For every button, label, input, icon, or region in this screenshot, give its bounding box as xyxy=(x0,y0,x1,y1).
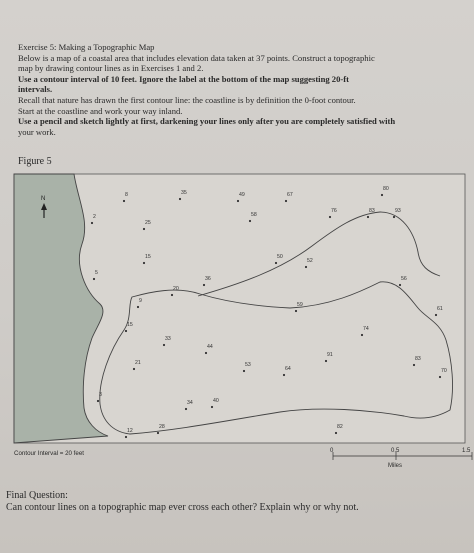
elevation-label: 91 xyxy=(327,352,333,358)
final-question xyxy=(6,490,359,514)
elevation-dot xyxy=(413,364,415,366)
elevation-label: 9 xyxy=(139,298,142,304)
elevation-dot xyxy=(179,198,181,200)
elevation-dot xyxy=(329,216,331,218)
elevation-dot xyxy=(157,432,159,434)
elevation-label: 80 xyxy=(383,186,389,192)
instruction-line: Below is a map of a coastal area that includes elevation data taken at 37 points. Construct a topographic xyxy=(18,52,375,63)
elevation-dot xyxy=(143,228,145,230)
elevation-label: 12 xyxy=(127,428,133,434)
elevation-label: 33 xyxy=(165,336,171,342)
scale-tick-half: 0.5 xyxy=(391,448,400,454)
elevation-dot xyxy=(123,200,125,202)
contour-interval-label: Contour Interval = 20 feet xyxy=(14,450,84,457)
elevation-label: 5 xyxy=(95,270,98,276)
elevation-label: 58 xyxy=(251,212,257,218)
elevation-label: 56 xyxy=(401,276,407,282)
elevation-dot xyxy=(205,352,207,354)
elevation-label: 2 xyxy=(93,214,96,220)
figure-label: Figure 5 xyxy=(18,156,52,167)
elevation-label: 59 xyxy=(297,302,303,308)
elevation-dot xyxy=(249,220,251,222)
elevation-label: 20 xyxy=(173,286,179,292)
elevation-label: 28 xyxy=(159,424,165,430)
final-question-text: Can contour lines on a topographic map ever cross each other? Explain why or why not. xyxy=(6,502,359,513)
scale-unit: Miles xyxy=(388,463,403,469)
elevation-dot xyxy=(381,194,383,196)
elevation-dot xyxy=(163,344,165,346)
elevation-dot xyxy=(399,284,401,286)
elevation-label: 15 xyxy=(127,322,133,328)
elevation-label: 35 xyxy=(181,190,187,196)
scale-bar xyxy=(333,452,472,460)
elevation-label: 93 xyxy=(395,208,401,214)
elevation-dot xyxy=(211,406,213,408)
elevation-dot xyxy=(125,436,127,438)
instruction-line: Exercise 5: Making a Topographic Map xyxy=(18,42,155,52)
elevation-label: 83 xyxy=(369,208,375,214)
elevation-dot xyxy=(393,216,395,218)
elevation-dot xyxy=(93,278,95,280)
elevation-label: 15 xyxy=(145,254,151,260)
elevation-label: 53 xyxy=(245,362,251,368)
elevation-dot xyxy=(243,370,245,372)
scale-tick-0: 0 xyxy=(330,448,334,454)
elevation-dot xyxy=(325,360,327,362)
elevation-dot xyxy=(367,216,369,218)
elevation-label: 34 xyxy=(187,400,193,406)
elevation-dot xyxy=(305,266,307,268)
instruction-line: map by drawing contour lines as in Exercises 1 and 2. xyxy=(18,63,204,74)
elevation-dot xyxy=(137,306,139,308)
north-label: N xyxy=(41,196,46,202)
instruction-line: Recall that nature has drawn the first contour line: the coastline is by definition the 0-foot contour. xyxy=(18,94,356,105)
elevation-label: 25 xyxy=(145,220,151,226)
elevation-label: 70 xyxy=(441,368,447,374)
instruction-line: Start at the coastline and work your way inland. xyxy=(18,105,183,116)
elevation-dot xyxy=(185,408,187,410)
final-question-heading: Final Question: xyxy=(6,490,68,501)
elevation-label: 8 xyxy=(125,192,128,198)
elevation-dot xyxy=(335,432,337,434)
elevation-dot xyxy=(283,374,285,376)
elevation-label: 3 xyxy=(99,392,102,398)
elevation-label: 83 xyxy=(415,356,421,362)
instruction-line: Use a pencil and sketch lightly at first, darkening your lines only after you are completely satisfied with xyxy=(18,116,396,127)
elevation-label: 44 xyxy=(207,344,213,350)
elevation-label: 21 xyxy=(135,360,141,366)
elevation-dot xyxy=(91,222,93,224)
elevation-dot xyxy=(143,262,145,264)
elevation-dot xyxy=(203,284,205,286)
instruction-line: Use a contour interval of 10 feet. Ignore the label at the bottom of the map suggesting 20-ft xyxy=(18,73,349,84)
elevation-dot xyxy=(97,400,99,402)
elevation-label: 49 xyxy=(239,192,245,198)
elevation-label: 52 xyxy=(307,258,313,264)
elevation-label: 76 xyxy=(331,208,337,214)
elevation-label: 40 xyxy=(213,398,219,404)
elevation-dot xyxy=(295,310,297,312)
elevation-dot xyxy=(361,334,363,336)
elevation-label: 61 xyxy=(437,306,443,312)
elevation-dot xyxy=(275,262,277,264)
elevation-dot xyxy=(435,314,437,316)
elevation-label: 64 xyxy=(285,366,291,372)
elevation-dot xyxy=(237,200,239,202)
elevation-label: 74 xyxy=(363,326,369,332)
instruction-line: your work. xyxy=(18,126,56,137)
elevation-label: 50 xyxy=(277,254,283,260)
scale-tick-end: 1.5 xyxy=(462,448,471,454)
elevation-dot xyxy=(125,330,127,332)
elevation-dot xyxy=(439,376,441,378)
elevation-label: 67 xyxy=(287,192,293,198)
instruction-line: intervals. xyxy=(18,84,53,95)
elevation-dot xyxy=(133,368,135,370)
elevation-label: 36 xyxy=(205,276,211,282)
elevation-dot xyxy=(285,200,287,202)
elevation-dot xyxy=(171,294,173,296)
elevation-label: 82 xyxy=(337,424,343,430)
